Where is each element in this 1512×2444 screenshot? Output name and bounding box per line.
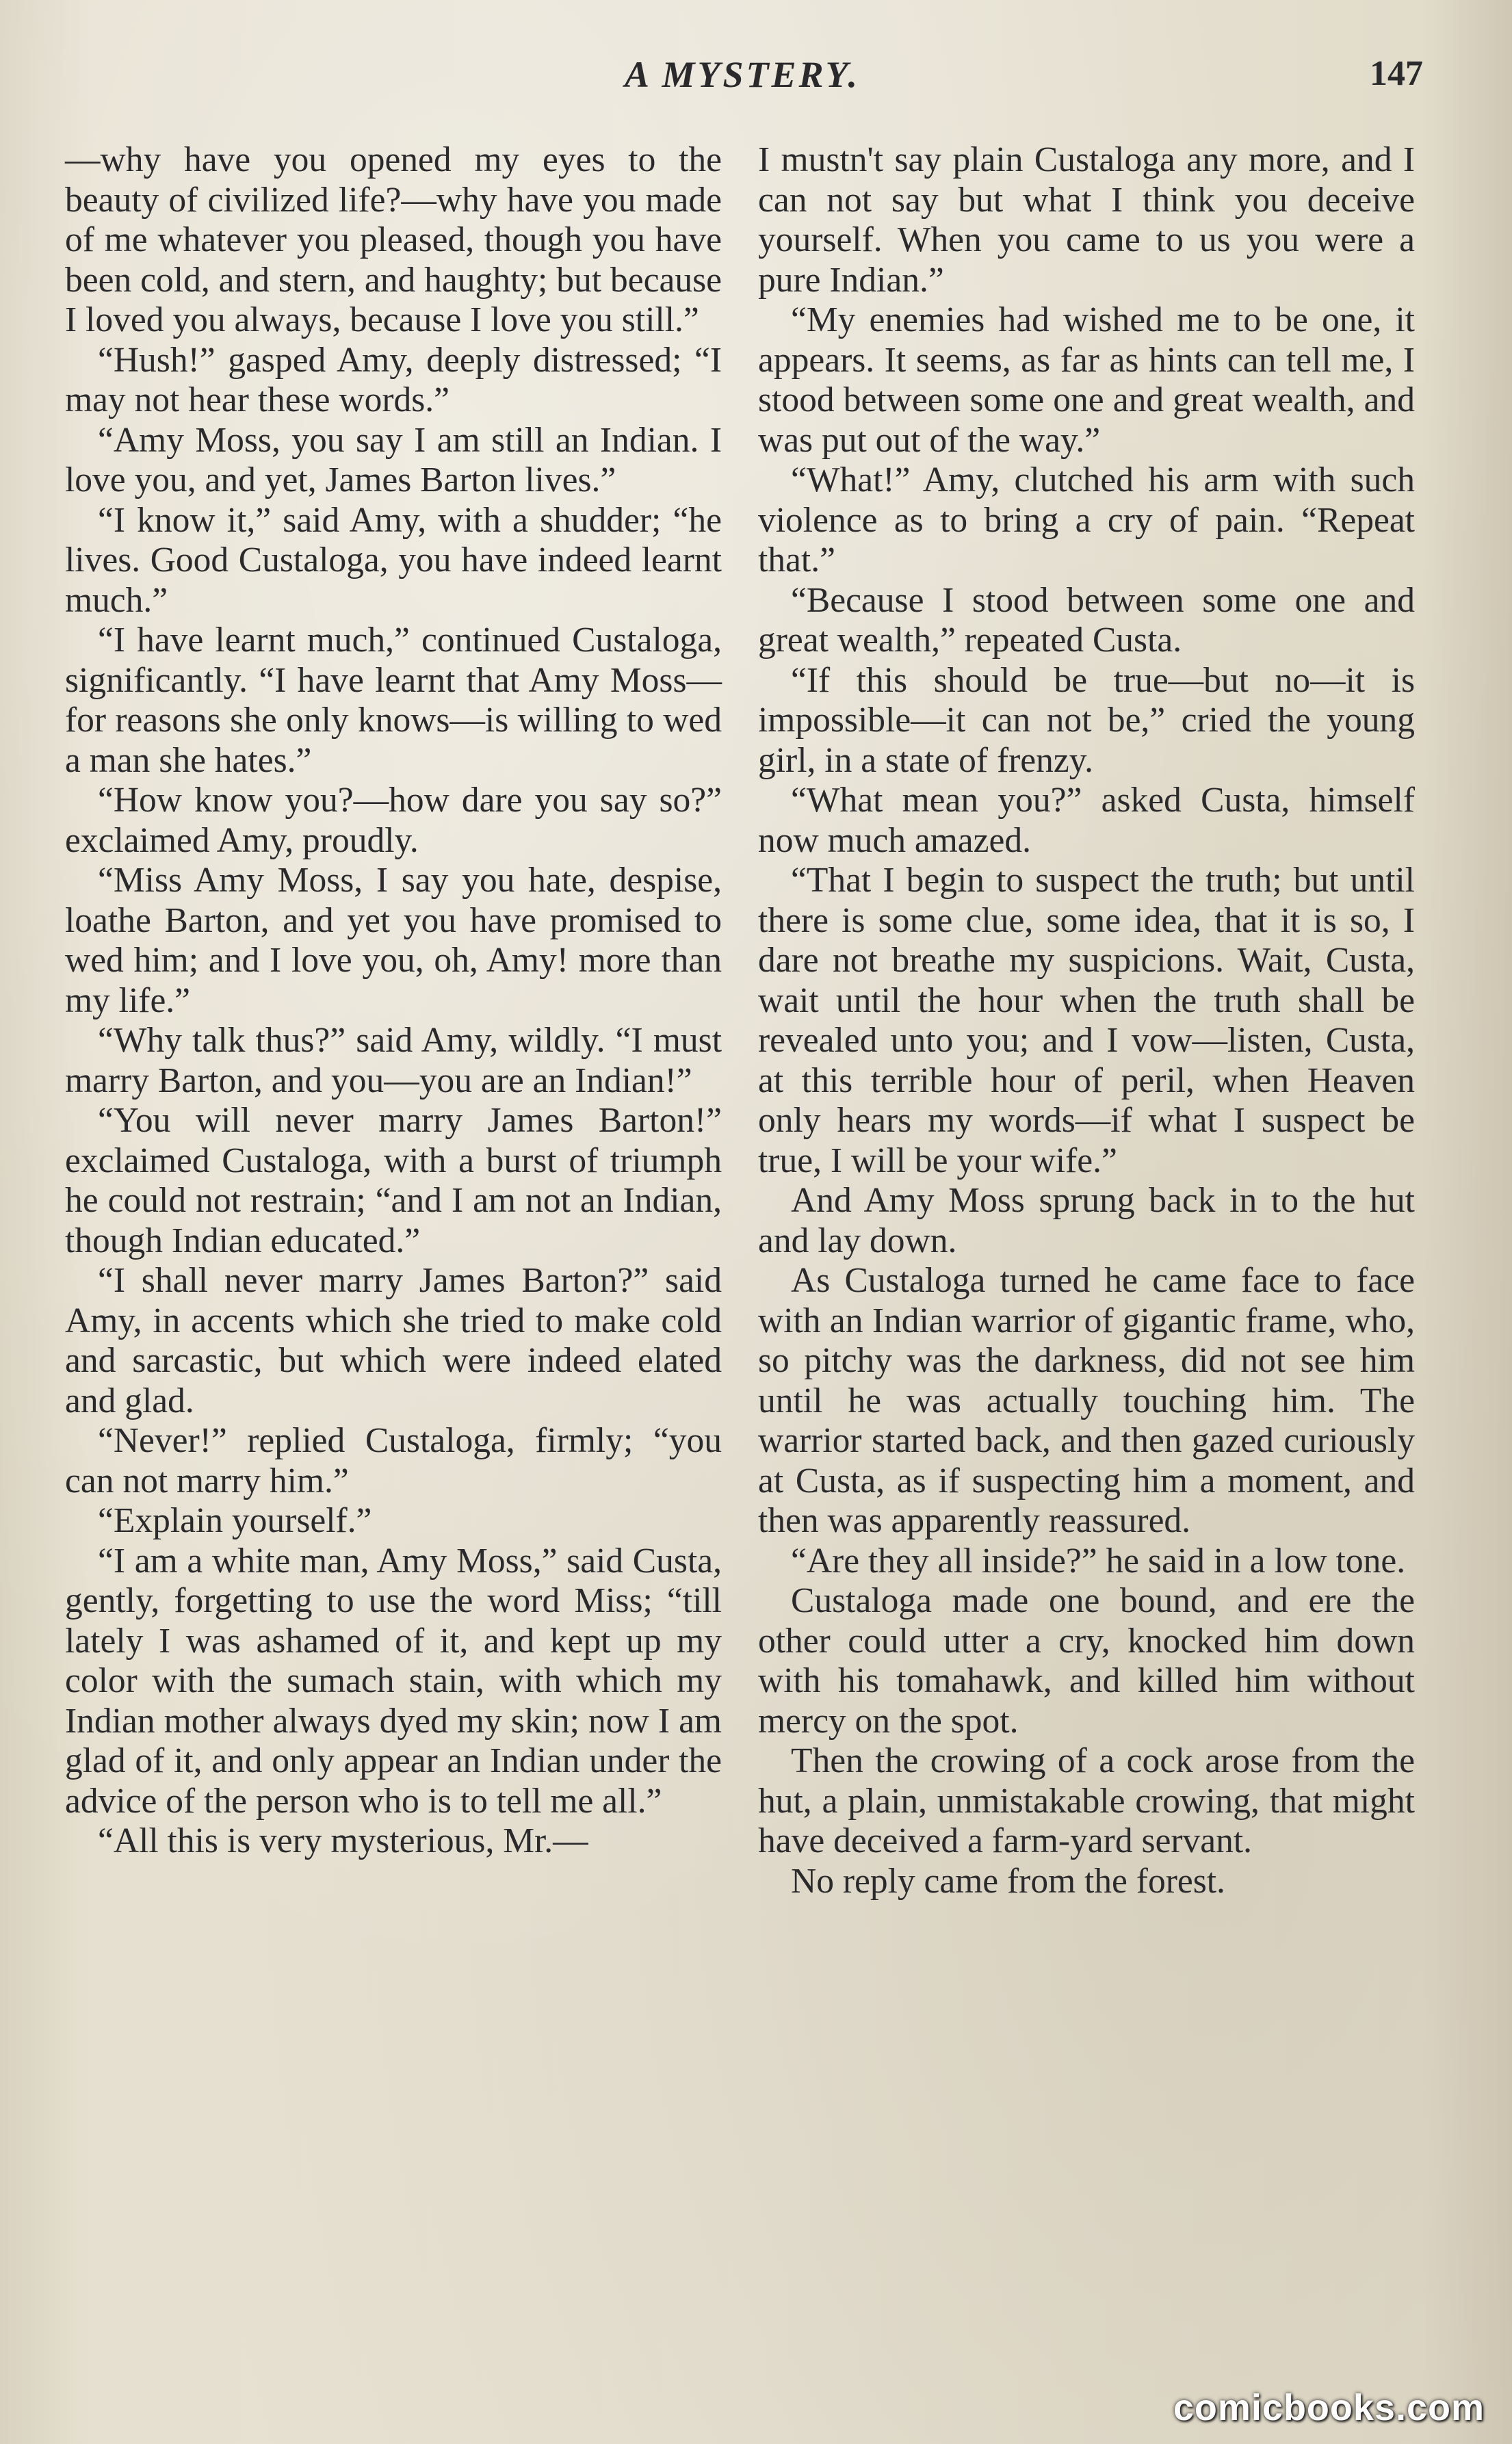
running-title: A MYSTERY. <box>624 54 861 95</box>
paragraph: “I have learnt much,” continued Custaloga, significantly. “I have learnt that Amy Moss—for reasons she only knows—is willing to wed a man she hates.” <box>65 621 722 780</box>
left-column <box>65 140 722 1862</box>
paragraph: “I am a white man, Amy Moss,” said Custa, gently, forgetting to use the word Miss; “till lately I was ashamed of it, and kept up my color with the sumach stain, with which my Indian mother always dyed my skin; now I am glad of it, and only appear an Indian under the advice of the person who is to tell me all.” <box>65 1541 722 1821</box>
paragraph: “I know it,” said Amy, with a shudder; “he lives. Good Custaloga, you have indeed learnt much.” <box>65 500 722 620</box>
paragraph: “Hush!” gasped Amy, deeply distressed; “I may not hear these words.” <box>65 340 722 419</box>
paragraph: “That I begin to suspect the truth; but until there is some clue, some idea, that it is so, I dare not breathe my suspicions. Wait, Custa, wait until the hour when the truth shall be revealed unto you; and I vow—listen, Custa, at this terrible hour of peril, when Heaven only hears my words—if what I suspect be true, I will be your wife.” <box>758 861 1415 1180</box>
paragraph: “If this should be true—but no—it is impossible—it can not be,” cried the young girl, in a state of frenzy. <box>758 660 1415 780</box>
paragraph: “All this is very mysterious, Mr.— <box>98 1821 588 1860</box>
paragraph: “Are they all inside?” he said in a low tone. <box>791 1541 1406 1581</box>
paragraph: “My enemies had wished me to be one, it appears. It seems, as far as hints can tell me, I stood between some one and great wealth, and was put out of the way.” <box>758 300 1415 460</box>
page-number: 147 <box>1370 54 1423 93</box>
paragraph: “Explain yourself.” <box>98 1501 372 1540</box>
right-column <box>758 140 1415 1901</box>
paragraph: “Why talk thus?” said Amy, wildly. “I must marry Barton, and you—you are an Indian!” <box>65 1021 722 1100</box>
paragraph: “Miss Amy Moss, I say you hate, despise, loathe Barton, and yet you have promised to wed him; and I love you, oh, Amy! more than my life.” <box>65 861 722 1020</box>
paragraph: “What mean you?” asked Custa, himself now much amazed. <box>758 781 1415 860</box>
paragraph: “Amy Moss, you say I am still an Indian. I love you, and yet, James Barton lives.” <box>65 420 722 499</box>
paragraph: —why have you opened my eyes to the beauty of civilized life?—why have you made of me whatever you pleased, though you have been cold, and stern, and haughty; but because I loved you always, because I love you still.” <box>65 140 722 339</box>
page-header <box>62 53 1423 108</box>
paragraph: Custaloga made one bound, and ere the other could utter a cry, knocked him down with his tomahawk, and killed him without mercy on the spot. <box>758 1581 1415 1741</box>
paragraph: I mustn't say plain Custaloga any more, and I can not say but what I think you deceive yourself. When you came to us you were a pure Indian.” <box>758 140 1415 300</box>
paragraph: “Never!” replied Custaloga, firmly; “you can not marry him.” <box>65 1421 722 1500</box>
paragraph: As Custaloga turned he came face to face with an Indian warrior of gigantic frame, who, so pitchy was the darkness, did not see him until he was actually touching him. The warrior started back, and then gazed curiously at Custa, as if suspecting him a moment, and then was apparently reassured. <box>758 1261 1415 1540</box>
paragraph: “How know you?—how dare you say so?” exclaimed Amy, proudly. <box>65 781 722 860</box>
watermark: comicbooks.com <box>1173 2387 1485 2428</box>
paragraph: And Amy Moss sprung back in to the hut and lay down. <box>758 1181 1415 1260</box>
paragraph: “Because I stood between some one and great wealth,” repeated Custa. <box>758 580 1415 660</box>
paragraph: Then the crowing of a cock arose from the hut, a plain, unmistakable crowing, that might have deceived a farm-yard servant. <box>758 1741 1415 1860</box>
paragraph: “You will never marry James Barton!” exclaimed Custaloga, with a burst of triumph he could not restrain; “and I am not an Indian, though Indian educated.” <box>65 1101 722 1260</box>
paragraph: No reply came from the forest. <box>791 1861 1225 1901</box>
paragraph: “I shall never marry James Barton?” said Amy, in accents which she tried to make cold and sarcastic, but which were indeed elated and glad. <box>65 1261 722 1420</box>
paragraph: “What!” Amy, clutched his arm with such violence as to bring a cry of pain. “Repeat that.” <box>758 460 1415 580</box>
